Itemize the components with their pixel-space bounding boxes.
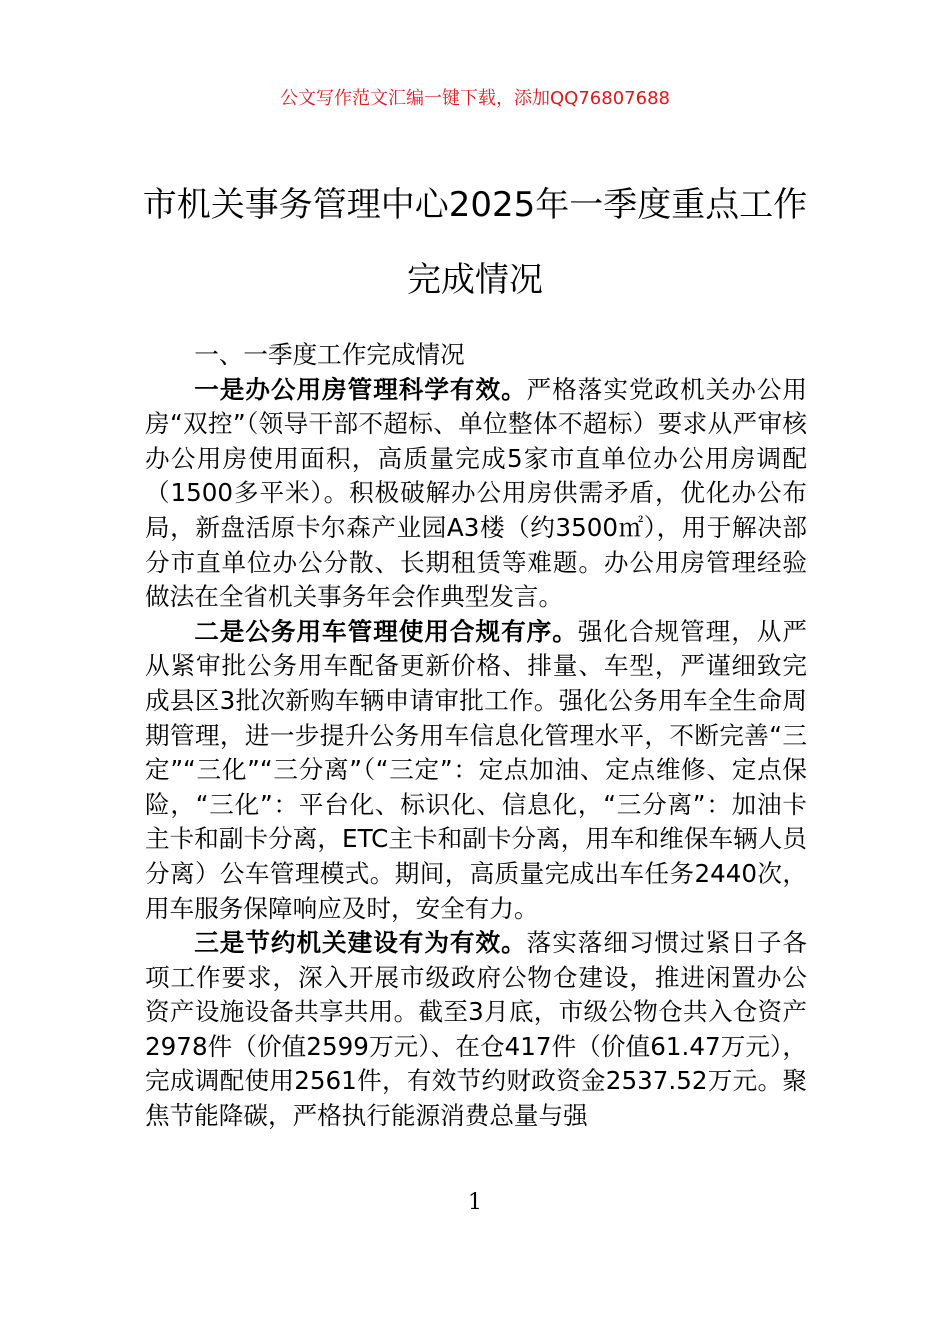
document-title: 市机关事务管理中心2025年一季度重点工作完成情况 [142, 185, 808, 300]
document-body [145, 338, 807, 1134]
paragraph-text: 落实落细习惯过紧日子各项工作要求，深入开展市级政府公物仓建设，推进闲置办公资产设施设备共享共用。截至3月底，市级公物仓共入仓资产2978件（价值2599万元）、在仓417件（价值61.47万元），完成调配使用2561件，有效节约财政资金2537.52万元。聚焦节能降碳，严格执行能源消费总量与强 [145, 928, 807, 1131]
download-watermark: 公文写作范文汇编一键下载，添加QQ76807688 [280, 88, 670, 109]
paragraph-office-space [145, 373, 807, 615]
paragraph-official-vehicles [145, 615, 807, 926]
page-number: 1 [468, 1190, 482, 1215]
paragraph-lead: 三是节约机关建设有为有效。 [194, 928, 527, 958]
paragraph-lead: 二是公务用车管理使用合规有序。 [194, 616, 578, 646]
paragraph-lead: 一是办公用房管理科学有效。 [194, 374, 527, 404]
paragraph-thrifty-agency [145, 926, 807, 1134]
section-heading: 一、一季度工作完成情况 [194, 340, 465, 369]
paragraph-text: 强化合规管理，从严从紧审批公务用车配备更新价格、排量、车型，严谨细致完成县区3批次新购车辆申请审批工作。强化公务用车全生命周期管理，进一步提升公务用车信息化管理水平，不断完善“三定”“三化”“三分离”（“三定”：定点加油、定点维修、定点保险，“三化”：平台化、标识化、信息化，“三分离”：加油卡主卡和副卡分离，ETC主卡和副卡分离，用车和维保车辆人员分离）公车管理模式。期间，高质量完成出车任务2440次，用车服务保障响应及时，安全有力。 [145, 616, 807, 923]
paragraph-text: 严格落实党政机关办公用房“双控”（领导干部不超标、单位整体不超标）要求从严审核办公用房使用面积，高质量完成5家市直单位办公用房调配（1500多平米）。积极破解办公用房供需矛盾，优化办公布局，新盘活原卡尔森产业园A3楼（约3500㎡），用于解决部分市直单位办公分散、长期租赁等难题。办公用房管理经验做法在全省机关事务年会作典型发言。 [145, 374, 807, 612]
